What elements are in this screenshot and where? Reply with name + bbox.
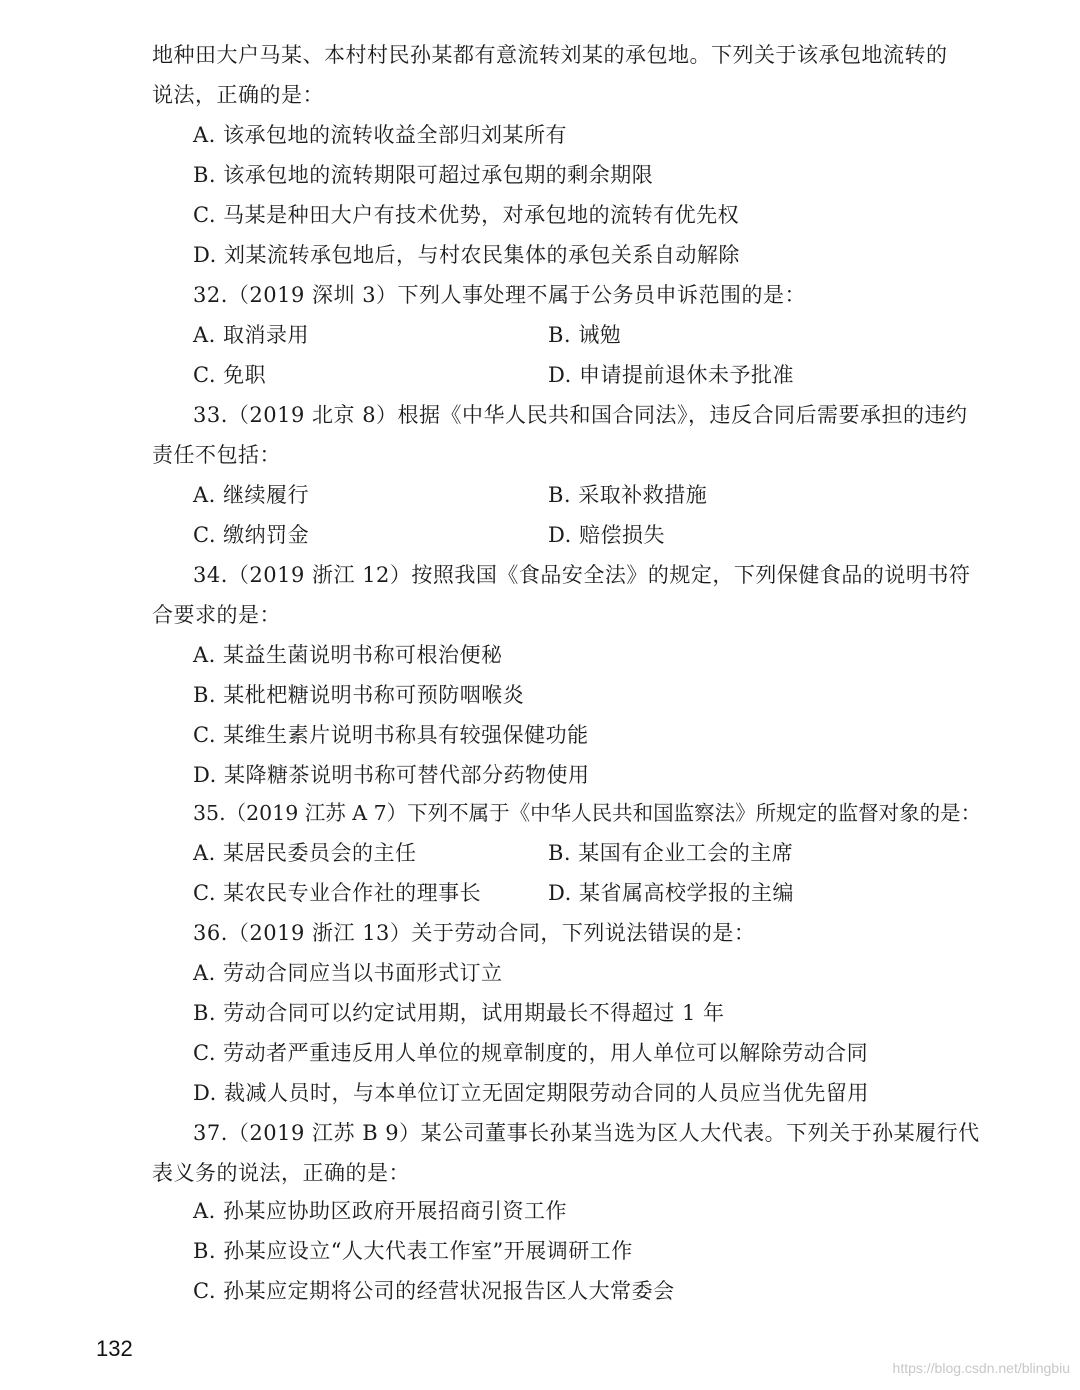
q35-option-b: B. 某国有企业工会的主席	[548, 841, 794, 865]
q37-option-a: A. 孙某应协助区政府开展招商引资工作	[193, 1199, 568, 1223]
q32-option-c: C. 免职	[193, 363, 267, 387]
q32-option-b: B. 诫勉	[548, 323, 622, 347]
q31-option-d: D. 刘某流转承包地后，与村农民集体的承包关系自动解除	[193, 243, 740, 267]
q33-option-b: B. 采取补救措施	[548, 483, 708, 507]
q35-option-a: A. 某居民委员会的主任	[193, 841, 417, 865]
q36-option-c: C. 劳动者严重违反用人单位的规章制度的，用人单位可以解除劳动合同	[193, 1041, 869, 1065]
q33-option-c: C. 缴纳罚金	[193, 523, 310, 547]
q35-option-c: C. 某农民专业合作社的理事长	[193, 881, 482, 905]
q37-option-b: B. 孙某应设立“人大代表工作室”开展调研工作	[193, 1239, 633, 1263]
q31-option-b: B. 该承包地的流转期限可超过承包期的剩余期限	[193, 163, 654, 187]
q34-option-c: C. 某维生素片说明书称具有较强保健功能	[193, 723, 589, 747]
q34-stem-line1: 34.（2019 浙江 12）按照我国《食品安全法》的规定，下列保健食品的说明书符	[193, 563, 971, 587]
q37-option-c: C. 孙某应定期将公司的经营状况报告区人大常委会	[193, 1279, 675, 1303]
q31-stem-continued-line1: 地种田大户马某、本村村民孙某都有意流转刘某的承包地。下列关于该承包地流转的	[152, 43, 948, 67]
q37-stem-line1: 37.（2019 江苏 B 9）某公司董事长孙某当选为区人大代表。下列关于孙某履行代	[193, 1121, 980, 1145]
q33-stem-line2: 责任不包括：	[152, 443, 281, 467]
page-number: 132	[96, 1336, 133, 1361]
q32-stem: 32.（2019 深圳 3）下列人事处理不属于公务员申诉范围的是：	[193, 283, 807, 307]
q31-stem-continued-line2: 说法，正确的是：	[152, 83, 324, 107]
watermark-text: https://blog.csdn.net/blingbiu	[892, 1360, 1070, 1376]
q36-option-d: D. 裁减人员时，与本单位订立无固定期限劳动合同的人员应当优先留用	[193, 1081, 869, 1105]
q35-stem: 35.（2019 江苏 A 7）下列不属于《中华人民共和国监察法》所规定的监督对象的是：	[193, 801, 982, 825]
q34-stem-line2: 合要求的是：	[152, 603, 281, 627]
q34-option-d: D. 某降糖茶说明书称可替代部分药物使用	[193, 763, 590, 787]
q33-option-a: A. 继续履行	[193, 483, 310, 507]
q33-option-d: D. 赔偿损失	[548, 523, 665, 547]
q34-option-b: B. 某枇杷糖说明书称可预防咽喉炎	[193, 683, 525, 707]
q34-option-a: A. 某益生菌说明书称可根治便秘	[193, 643, 503, 667]
q36-option-b: B. 劳动合同可以约定试用期，试用期最长不得超过 1 年	[193, 1001, 725, 1025]
q36-stem: 36.（2019 浙江 13）关于劳动合同，下列说法错误的是：	[193, 921, 756, 945]
q32-option-a: A. 取消录用	[193, 323, 310, 347]
q35-option-d: D. 某省属高校学报的主编	[548, 881, 794, 905]
q31-option-a: A. 该承包地的流转收益全部归刘某所有	[193, 123, 568, 147]
q32-option-d: D. 申请提前退休未予批准	[548, 363, 794, 387]
q37-stem-line2: 表义务的说法，正确的是：	[152, 1161, 410, 1185]
q31-option-c: C. 马某是种田大户有技术优势，对承包地的流转有优先权	[193, 203, 740, 227]
q36-option-a: A. 劳动合同应当以书面形式订立	[193, 961, 503, 985]
q33-stem-line1: 33.（2019 北京 8）根据《中华人民共和国合同法》，违反合同后需要承担的违约	[193, 403, 968, 427]
